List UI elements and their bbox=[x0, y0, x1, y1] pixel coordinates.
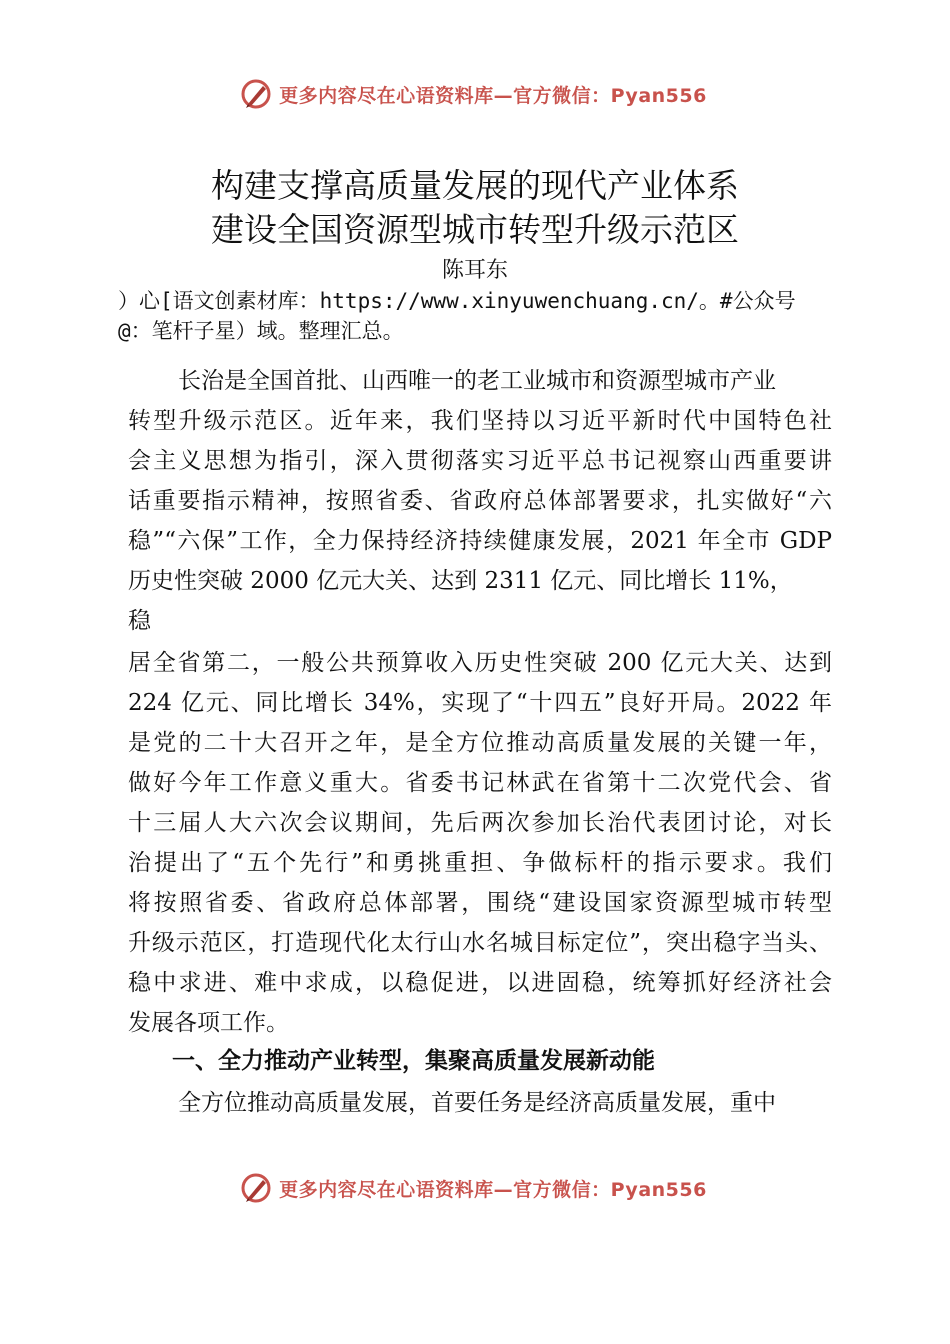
source-note-line-1: ）心[语文创素材库：https://www.xinyuwenchuang.cn/。#公众号 bbox=[118, 289, 796, 313]
pen-logo-icon bbox=[239, 1171, 273, 1205]
body-line: 稳”“六保”工作，全力保持经济持续健康发展，2021 年全市 GDP bbox=[128, 528, 832, 554]
author-name: 陈耳东 bbox=[441, 258, 508, 283]
body-line: 做好今年工作意义重大。省委书记林武在省第十二次党代会、省 bbox=[128, 770, 832, 796]
body-line: 历史性突破 2000 亿元大关、达到 2311 亿元、同比增长 11%， bbox=[128, 568, 793, 594]
body-line: 十三届人大六次会议期间，先后两次参加长治代表团讨论，对长 bbox=[128, 810, 832, 836]
section-heading: 一、全力推动产业转型，集聚高质量发展新动能 bbox=[172, 1048, 655, 1074]
body-line: 长治是全国首批、山西唯一的老工业城市和资源型城市产业 bbox=[178, 368, 776, 394]
body-line: 全方位推动高质量发展，首要任务是经济高质量发展，重中 bbox=[178, 1090, 776, 1116]
body-line: 升级示范区，打造现代化太行山水名城目标定位”，突出稳字当头、 bbox=[128, 930, 832, 956]
pen-logo-icon bbox=[239, 77, 273, 111]
body-line: 将按照省委、省政府总体部署，围绕“建设国家资源型城市转型 bbox=[128, 890, 832, 916]
body-line: 居全省第二，一般公共预算收入历史性突破 200 亿元大关、达到 bbox=[128, 650, 832, 676]
page-title-line-1: 构建支撑高质量发展的现代产业体系 bbox=[211, 166, 739, 205]
body-line: 话重要指示精神，按照省委、省政府总体部署要求，扎实做好“六 bbox=[128, 488, 832, 514]
watermark-banner-bottom bbox=[0, 1168, 950, 1208]
body-line: 治提出了“五个先行”和勇挑重担、争做标杆的指示要求。我们 bbox=[128, 850, 832, 876]
body-line: 稳 bbox=[128, 608, 151, 634]
page-title-line-2: 建设全国资源型城市转型升级示范区 bbox=[211, 210, 739, 249]
body-line: 发展各项工作。 bbox=[128, 1010, 289, 1036]
body-line: 是党的二十大召开之年，是全方位推动高质量发展的关键一年， bbox=[128, 730, 832, 756]
body-line: 稳中求进、难中求成，以稳促进，以进固稳，统筹抓好经济社会 bbox=[128, 970, 832, 996]
watermark-text: 更多内容尽在心语资料库—官方微信：Pyan556 bbox=[279, 84, 707, 107]
body-line: 224 亿元、同比增长 34%，实现了“十四五”良好开局。2022 年 bbox=[128, 690, 832, 716]
watermark-text: 更多内容尽在心语资料库—官方微信：Pyan556 bbox=[279, 1178, 707, 1201]
watermark-banner-top bbox=[0, 74, 950, 114]
body-line: 转型升级示范区。近年来，我们坚持以习近平新时代中国特色社 bbox=[128, 408, 832, 434]
body-line: 会主义思想为指引，深入贯彻落实习近平总书记视察山西重要讲 bbox=[128, 448, 832, 474]
source-note-line-2: @：笔杆子星）域。整理汇总。 bbox=[118, 319, 404, 343]
